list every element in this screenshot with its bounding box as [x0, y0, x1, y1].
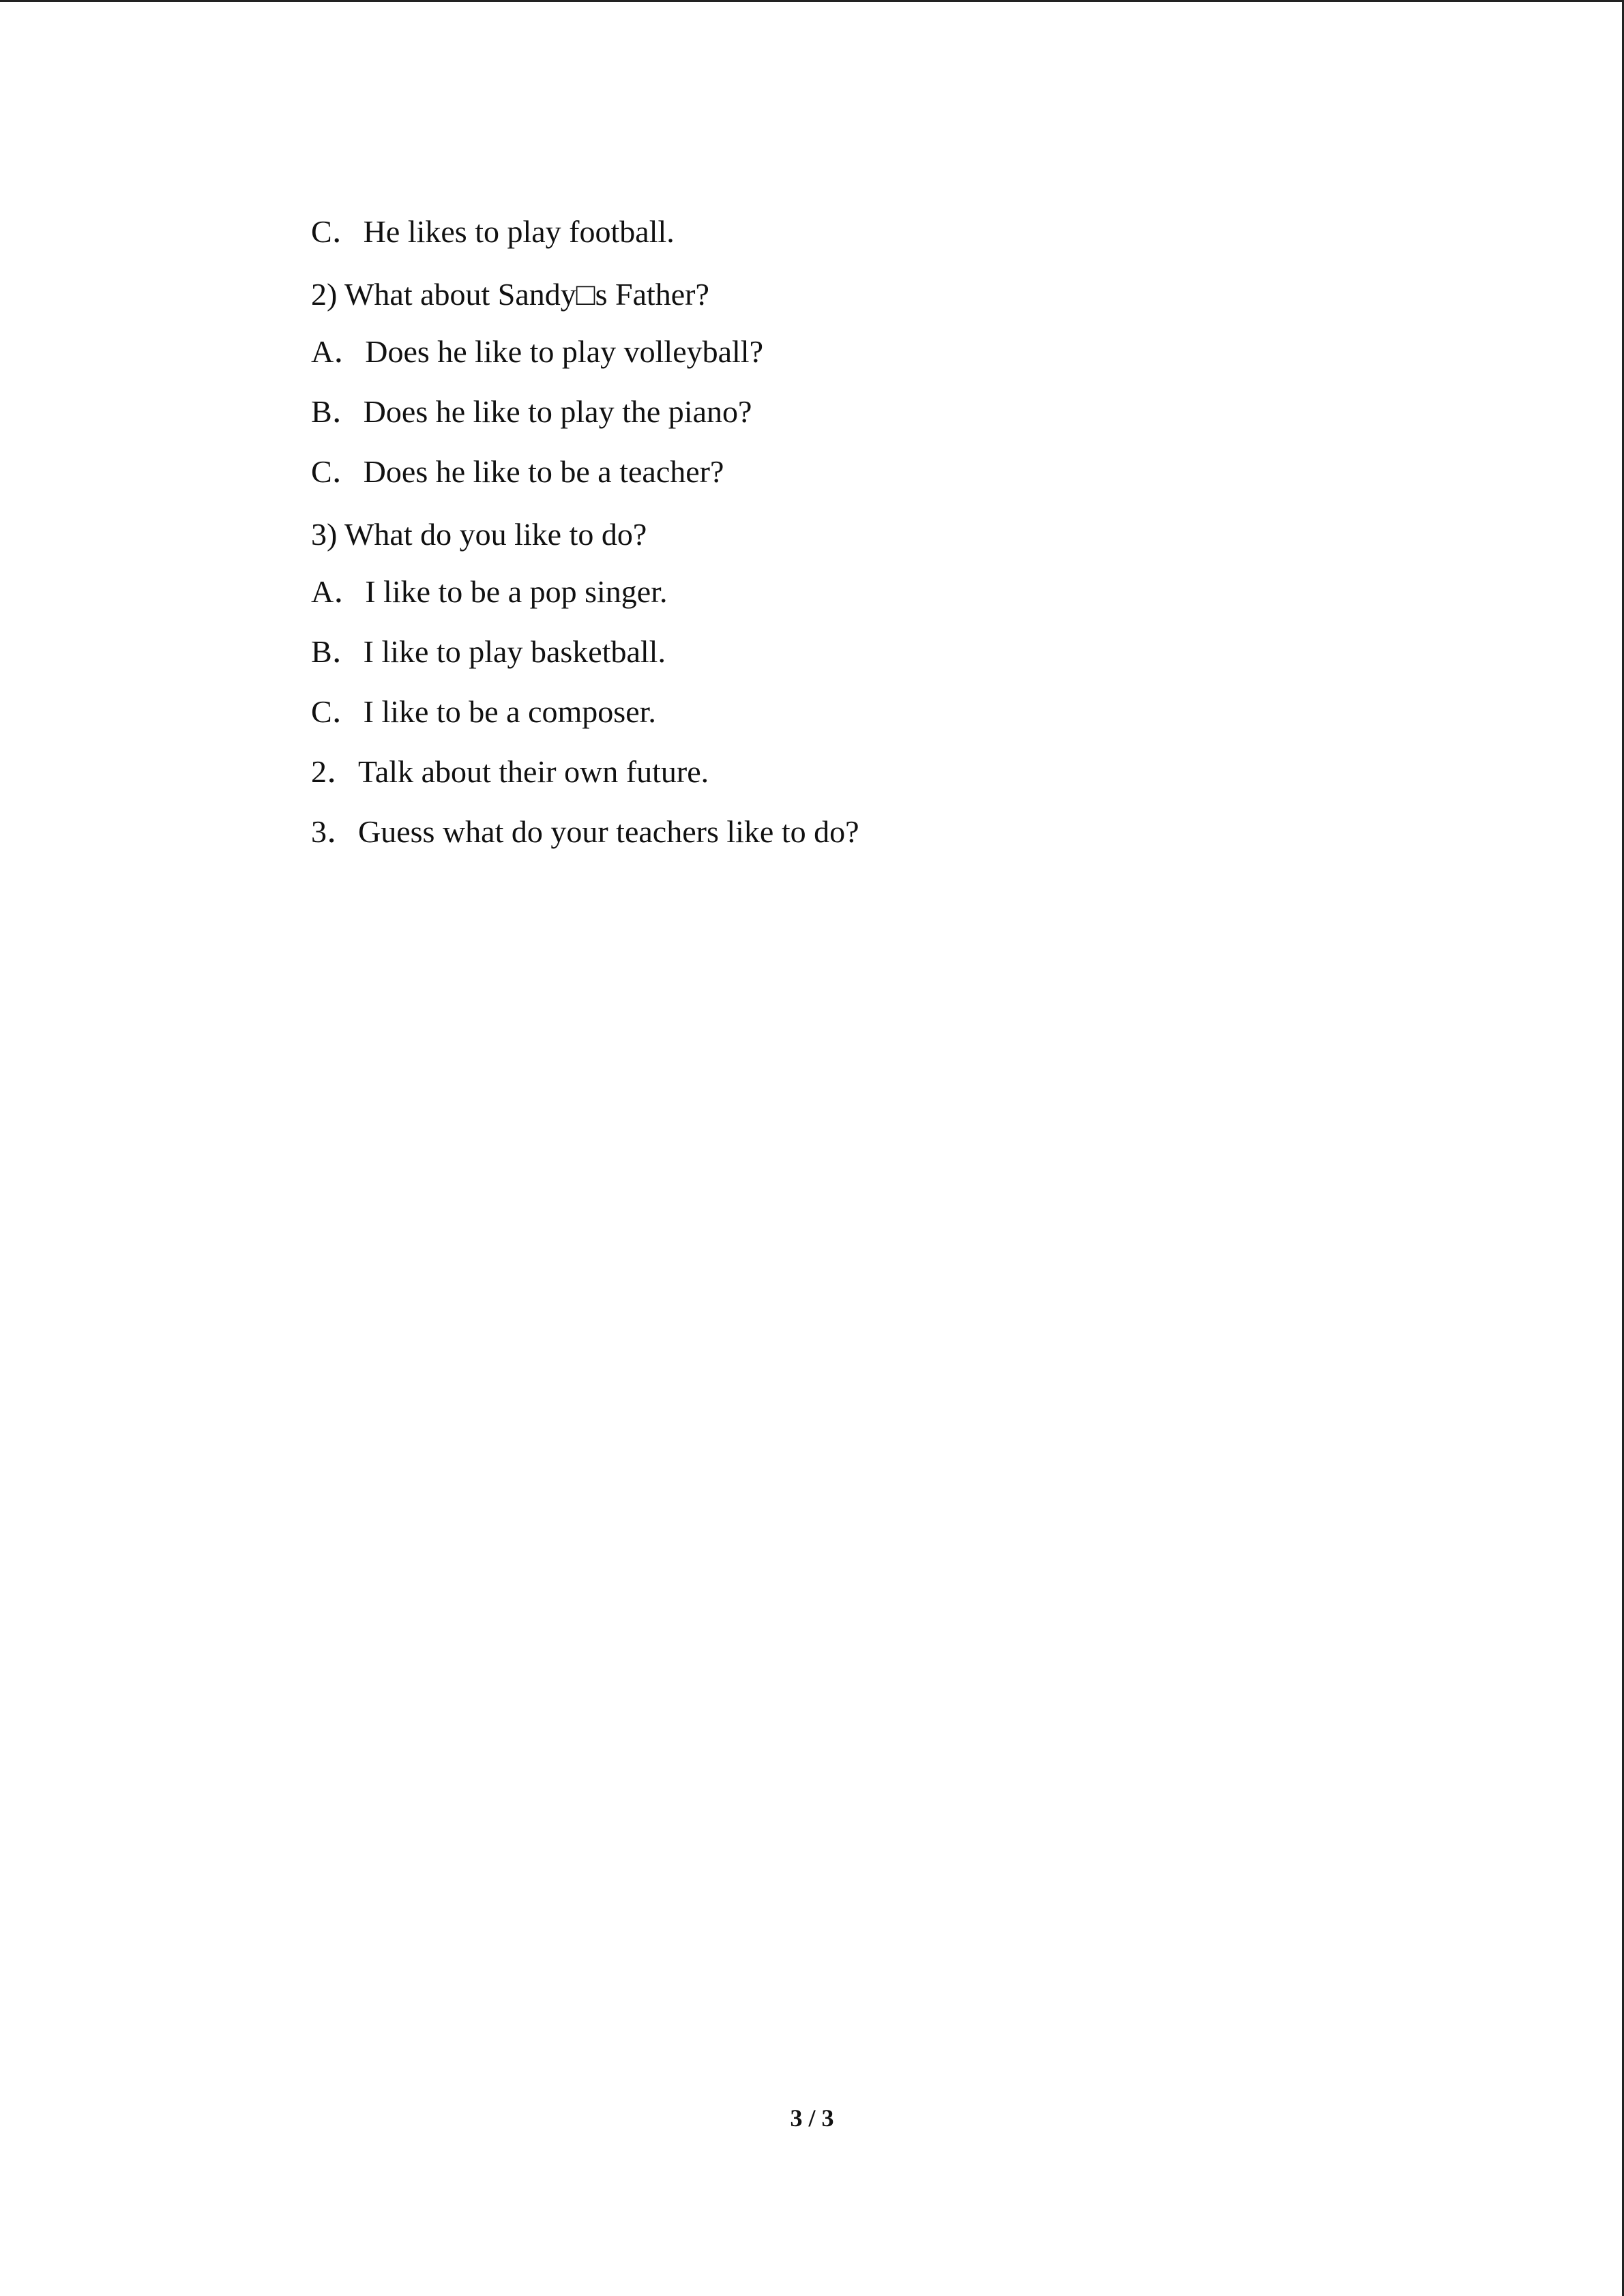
task-3-guess-teachers: 3．Guess what do your teachers like to do? [311, 814, 859, 849]
option-b-basketball: B．I like to play basketball. [311, 634, 666, 669]
option-a-volleyball: A．Does he like to play volleyball? [311, 334, 764, 369]
option-b-piano: B．Does he like to play the piano? [311, 394, 752, 429]
question-2-sandys-father: 2) What about Sandy□s Father? [311, 277, 709, 312]
option-c-composer: C．I like to be a composer. [311, 694, 656, 729]
option-c-football: C．He likes to play football. [311, 214, 675, 249]
page-number: 3 / 3 [790, 2104, 834, 2132]
option-a-pop-singer: A．I like to be a pop singer. [311, 574, 668, 609]
task-2-own-future: 2．Talk about their own future. [311, 754, 709, 789]
option-c-teacher: C．Does he like to be a teacher? [311, 454, 724, 489]
page-border-top [0, 0, 1624, 2]
question-3-what-do-you-like: 3) What do you like to do? [311, 517, 647, 552]
